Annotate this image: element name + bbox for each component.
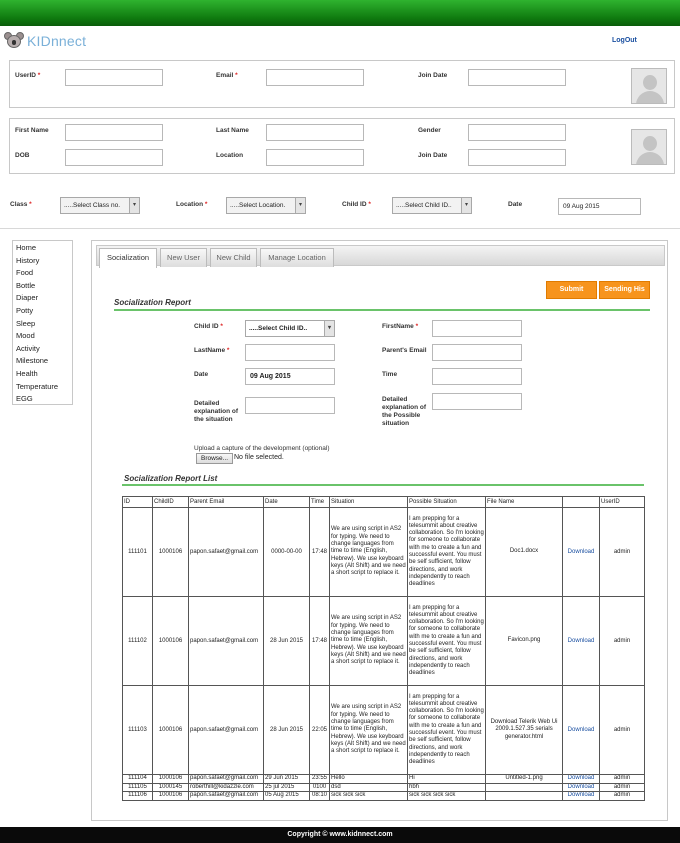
cell-file: Favicon.png [486,597,563,686]
table-row [123,792,645,801]
sidebar-item-history[interactable]: History [16,255,40,265]
column-header: ID [123,497,153,508]
filter-location-label: Location [176,201,204,208]
required-mark: * [29,201,32,208]
chevron-down-icon: ▾ [295,198,305,213]
cell-user: admin [600,783,645,792]
sidebar-item-potty[interactable]: Potty [16,305,34,315]
cell-file: Doc1.docx [486,508,563,597]
report-lastname-label: LastName [194,347,226,354]
cell-id: 111104 [123,775,153,784]
column-header: UserID [600,497,645,508]
cell-time: 08:10 [310,792,330,801]
sending-history-button[interactable]: Sending His [599,281,650,299]
report-child-id-select[interactable] [245,320,335,337]
cell-id: 111103 [123,686,153,775]
cell-situation: dsd [330,783,408,792]
column-header: Date [264,497,310,508]
sidebar-item-diaper[interactable]: Diaper [16,293,39,303]
cell-child: 1000106 [153,775,189,784]
report-date-label: Date [194,371,209,378]
koala-logo-icon [4,31,24,51]
cell-id: 111106 [123,792,153,801]
cell-possible: I am prepping for a telesummit about creative collaboration. So I'm looking for someone to collaborate with me to create a fun and successful event. You must be self sufficient, follow directions, and work independently to reach deadlines [408,686,486,775]
cell-file [486,783,563,792]
cell-date: 29 Jun 2015 [264,775,310,784]
divider [0,228,680,229]
location-label: Location [216,152,244,159]
required-mark: * [235,72,238,79]
sidebar-item-milestone[interactable]: Milestone [16,356,49,366]
cell-child: 1000106 [153,597,189,686]
cell-situation: We are using script in AS2 for typing. We need to change languages from time to time (English, Hebrew). We use keyboard keys (Alt Shift) and we need a short script to replace it. [330,686,408,775]
sidebar-item-home[interactable]: Home [16,243,37,252]
report-firstname-label: FirstName [382,323,414,330]
cell-id: 111101 [123,508,153,597]
first-name-input[interactable] [65,124,163,141]
tab-bar [96,245,665,266]
chevron-down-icon: ▾ [129,198,139,213]
join-date-input-2[interactable] [468,149,566,166]
chevron-down-icon: ▾ [324,321,334,336]
cell-time: 0100 [310,783,330,792]
possible-situation-label: Detailed explanation of the Possible situation [382,396,427,427]
avatar-body-icon [636,152,664,165]
cell-date: 25 jul 2015 [264,783,310,792]
cell-possible: I am prepping for a telesummit about creative collaboration. So I'm looking for someone to collaborate with me to create a fun and successful event. You must be self sufficient, follow directions, and work independently to reach deadlines [408,508,486,597]
upload-label: Upload a capture of the development (optional) [194,445,330,452]
report-time-input[interactable] [432,368,522,385]
situation-textarea[interactable] [245,397,335,414]
tab-manage-location[interactable]: Manage Location [260,248,334,267]
table-row [123,597,645,686]
cell-child: 1000106 [153,792,189,801]
sidebar-nav [12,240,73,405]
cell-time: 23:55 [310,775,330,784]
cell-possible: hbh [408,783,486,792]
report-list-underline [122,484,644,486]
table-row [123,775,645,784]
dob-input[interactable] [65,149,163,166]
download-link[interactable]: Download [563,686,600,775]
filter-child-id-label: Child ID [342,201,367,208]
report-lastname-input[interactable] [245,344,335,361]
email-input[interactable] [266,69,364,86]
sidebar-item-food[interactable]: Food [16,268,34,278]
cell-email: papon.safaet@gmail.com [189,597,264,686]
top-banner [0,0,680,26]
cell-user: admin [600,686,645,775]
table-header-row [123,497,645,508]
cell-date: 05 Aug 2015 [264,792,310,801]
tab-new-child[interactable]: New Child [210,248,257,267]
account-panel [9,60,675,108]
sidebar-item-egg[interactable]: EGG [16,394,33,404]
download-link[interactable]: Download [563,508,600,597]
required-mark: * [415,323,419,330]
cell-email: roberthill@kidazzle.com [189,783,264,792]
sidebar-item-mood[interactable]: Mood [16,331,35,341]
class-label: Class [10,201,28,208]
required-mark: * [220,323,223,330]
email-label: Email [216,72,234,79]
cell-situation: We are using script in AS2 for typing. We need to change languages from time to time (English, Hebrew). We use keyboard keys (Alt Shift) and we need a short script to replace it. [330,597,408,686]
report-child-id-label: Child ID [194,323,219,330]
personal-info-panel [9,118,675,174]
cell-user: admin [600,775,645,784]
report-firstname-input[interactable] [432,320,522,337]
submit-button[interactable]: Submit [546,281,597,299]
report-date-input[interactable]: 09 Aug 2015 [245,368,335,385]
situation-label: Detailed explanation of the situation [194,400,239,423]
join-date-label: Join Date [418,72,448,79]
table-row [123,686,645,775]
location-input[interactable] [266,149,364,166]
cell-id: 111105 [123,783,153,792]
column-header: ChildID [153,497,189,508]
download-link[interactable]: Download [563,792,600,801]
sidebar-item-health[interactable]: Health [16,368,38,378]
download-link[interactable]: Download [563,775,600,784]
cell-possible: Hi [408,775,486,784]
column-header: Time [310,497,330,508]
logo-text: KIDnnect [27,33,87,49]
browse-button[interactable]: Browse... [196,453,233,464]
sidebar-item-bottle[interactable]: Bottle [16,280,36,290]
column-header [563,497,600,508]
location-select[interactable] [226,197,306,214]
required-mark: * [204,201,208,208]
cell-email: papon.safaet@gmail.com [189,508,264,597]
cell-user: admin [600,792,645,801]
child-avatar-placeholder[interactable] [631,129,667,165]
main-panel [91,240,668,821]
sidebar-item-temperature[interactable]: Temperature [16,381,59,391]
required-mark: * [37,72,41,79]
possible-situation-textarea[interactable] [432,393,522,410]
report-child-id-value: .....Select Child ID.. [249,325,308,332]
gender-input[interactable] [468,124,566,141]
tab-new-user[interactable]: New User [160,248,207,267]
cell-email: papon.safaet@gmail.com [189,775,264,784]
cell-date: 28 Jun 2015 [264,597,310,686]
avatar-head-icon [643,75,657,90]
join-date-label-2: Join Date [418,152,448,159]
cell-time: 17:48 [310,597,330,686]
class-select[interactable] [60,197,140,214]
column-header: Situation [330,497,408,508]
dob-label: DOB [15,152,30,159]
user-avatar-placeholder[interactable] [631,68,667,104]
cell-child: 1000106 [153,686,189,775]
table-row [123,508,645,597]
parent-email-label: Parent's Email [382,347,427,354]
cell-time: 17:48 [310,508,330,597]
last-name-label: Last Name [216,127,249,134]
report-title-underline [114,309,650,311]
gender-label: Gender [418,127,441,134]
cell-file: Untitled-1.png [486,775,563,784]
cell-situation: sick sick sick [330,792,408,801]
cell-situation: Hello [330,775,408,784]
column-header: Possible Situation [408,497,486,508]
class-select-value: .....Select Class no. [64,202,120,209]
cell-file [486,792,563,801]
tab-socialization[interactable]: Socialization [99,248,157,268]
location-select-value: .....Select Location. [230,202,286,209]
cell-file: Download Telerik Web Ui 2009.1.527.35 serials generator.html [486,686,563,775]
cell-user: admin [600,597,645,686]
footer-copyright: Copyright © www.kidnnect.com [0,827,680,843]
sidebar-item-activity[interactable]: Activity [16,343,40,353]
avatar-head-icon [643,136,657,151]
userid-input[interactable] [65,69,163,86]
column-header: File Name [486,497,563,508]
cell-time: 22:05 [310,686,330,775]
download-link[interactable]: Download [563,783,600,792]
cell-id: 111102 [123,597,153,686]
cell-situation: We are using script in AS2 for typing. We need to change languages from time to time (English, Hebrew). We use keyboard keys (Alt Shift) and we need a short script to replace it. [330,508,408,597]
cell-child: 1000145 [153,783,189,792]
cell-child: 1000106 [153,508,189,597]
userid-label: UserID [15,72,36,79]
cell-email: papon.safaet@gmail.com [189,686,264,775]
report-table [122,496,645,801]
required-mark: * [226,347,230,354]
required-mark: * [368,201,371,208]
cell-possible: I am prepping for a telesummit about creative collaboration. So I'm looking for someone to collaborate with me to create a fun and successful event. You must be self sufficient, follow directions, and work independently to reach deadlines [408,597,486,686]
table-row [123,783,645,792]
child-id-select-value: .....Select Child ID.. [396,202,452,209]
last-name-input[interactable] [266,124,364,141]
app-logo[interactable] [4,30,86,52]
cell-user: admin [600,508,645,597]
parent-email-input[interactable] [432,344,522,361]
report-time-label: Time [382,371,398,378]
report-list-title: Socialization Report List [124,474,218,483]
cell-date: 28 Jun 2015 [264,686,310,775]
column-header: Parent Email [189,497,264,508]
avatar-body-icon [636,91,664,104]
cell-possible: sick sick sick sick [408,792,486,801]
child-id-select[interactable] [392,197,472,214]
logout-link[interactable]: LogOut [612,37,637,44]
join-date-input[interactable] [468,69,566,86]
cell-email: papon.safaet@gmail.com [189,792,264,801]
report-title: Socialization Report [114,298,191,307]
chevron-down-icon: ▾ [461,198,471,213]
no-file-text: No file selected. [234,454,284,461]
first-name-label: First Name [15,127,49,134]
cell-date: 0000-00-00 [264,508,310,597]
filter-date-label: Date [508,201,523,208]
download-link[interactable]: Download [563,597,600,686]
filter-date-input[interactable]: 09 Aug 2015 [558,198,641,215]
sidebar-item-sleep[interactable]: Sleep [16,318,36,328]
